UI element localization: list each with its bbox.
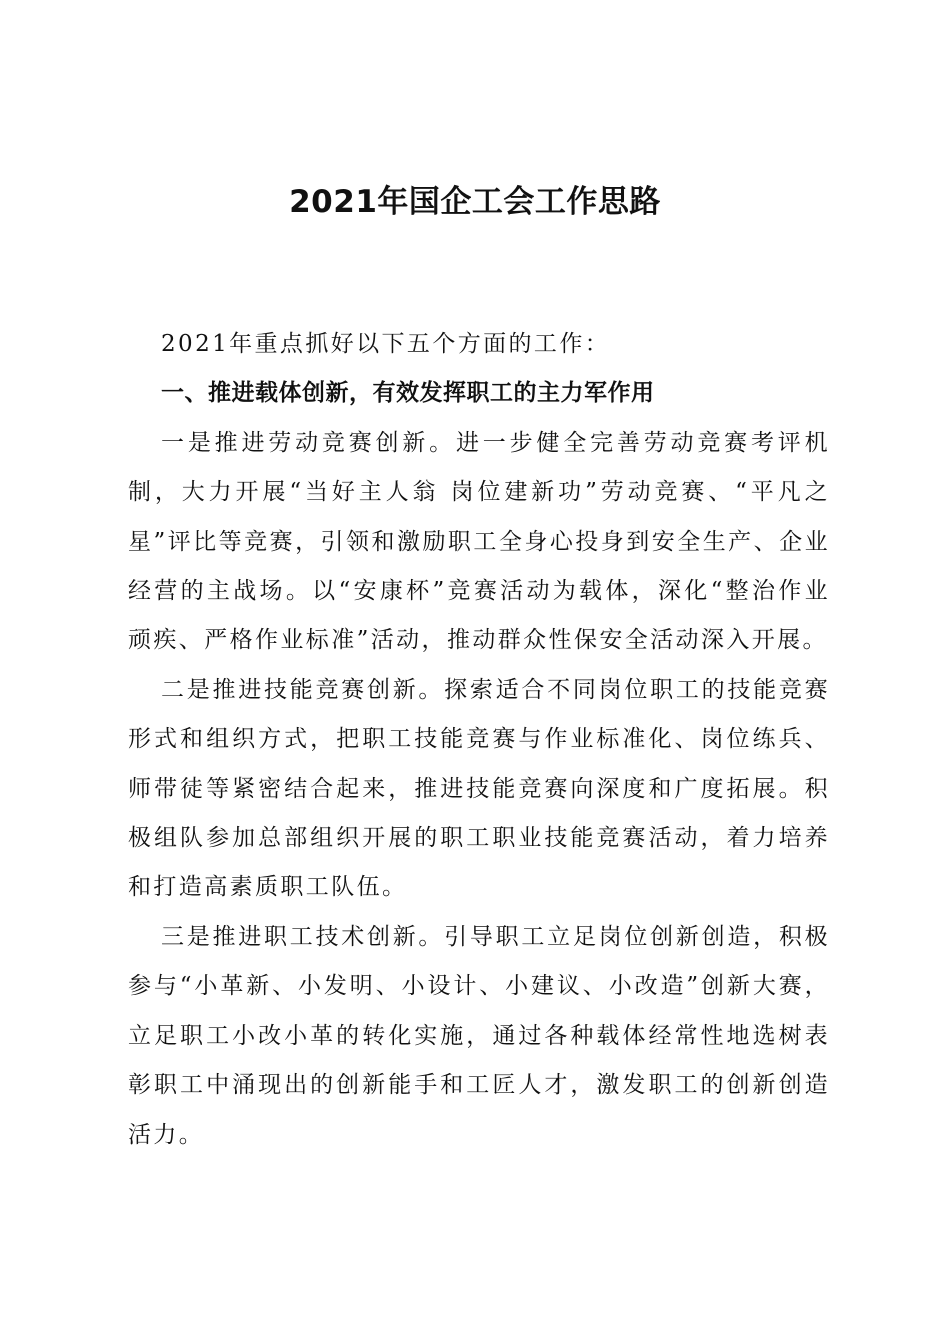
intro-paragraph: 2021年重点抓好以下五个方面的工作：: [161, 331, 611, 357]
body-paragraph: 二是推进技能竞赛创新。探索适合不同岗位职工的技能竞赛形式和组织方式，把职工技能竞赛与作业标准化、岗位练兵、师带徒等紧密结合起来，推进技能竞赛向深度和广度拓展。积极组队参加总部组织开展的职工职业技能竞赛活动，着力培养和打造高素质职工队伍。: [128, 676, 830, 901]
document-title: 2021年国企工会工作思路: [289, 184, 661, 220]
document-body: [128, 320, 830, 1160]
body-paragraph: 三是推进职工技术创新。引导职工立足岗位创新创造，积极参与“小革新、小发明、小设计、小建议、小改造”创新大赛，立足职工小改小革的转化实施，通过各种载体经常性地选树表彰职工中涌现出的创新能手和工匠人才，激发职工的创新创造活力。: [128, 923, 830, 1148]
body-paragraph: 一是推进劳动竞赛创新。进一步健全完善劳动竞赛考评机制，大力开展“当好主人翁 岗位建新功”劳动竞赛、“平凡之星”评比等竞赛，引领和激励职工全身心投身到安全生产、企业经营的主战场。以“安康杯”竞赛活动为载体，深化“整治作业顽疾、严格作业标准”活动，推动群众性保安全活动深入开展。: [128, 429, 830, 654]
section-heading: 一、推进载体创新，有效发挥职工的主力军作用: [161, 380, 655, 407]
